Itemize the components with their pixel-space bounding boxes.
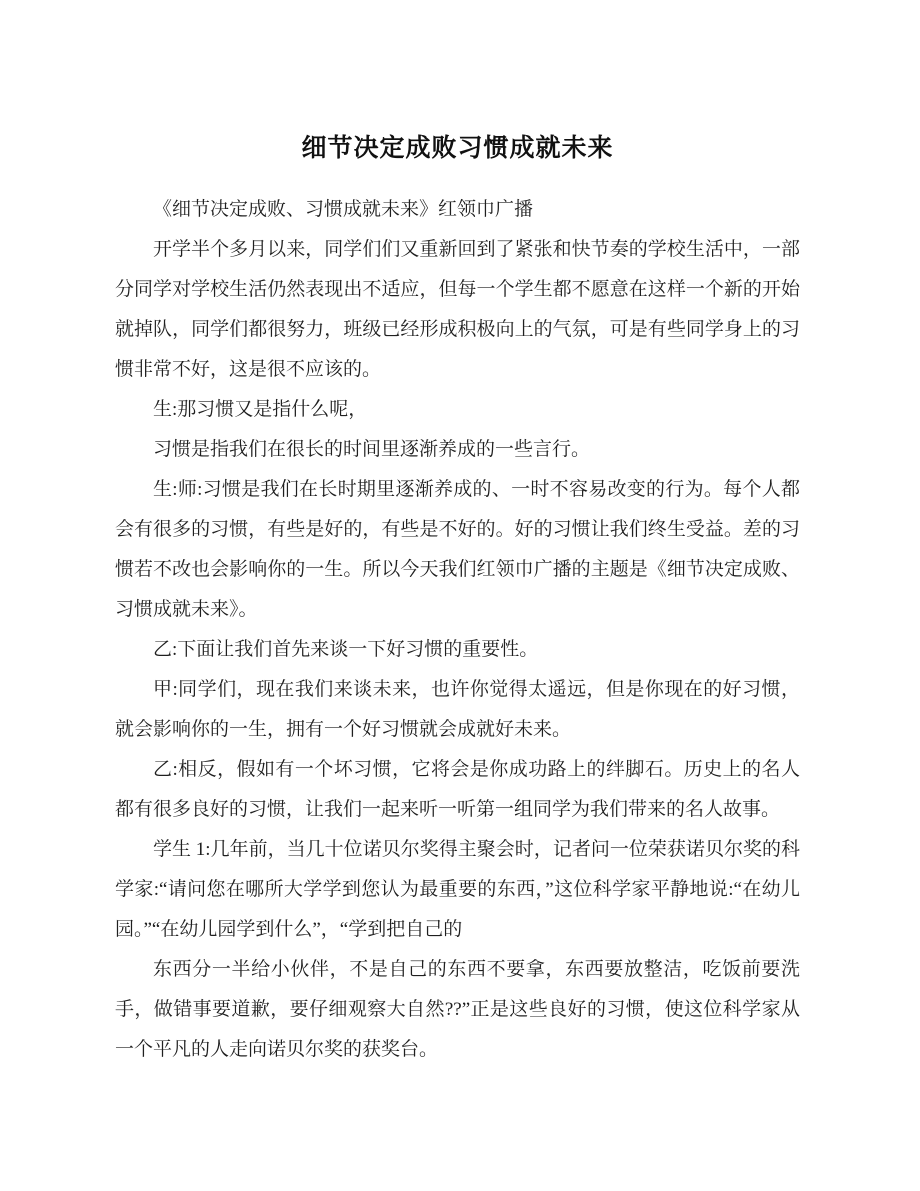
- document-title: 细节决定成败习惯成就未来: [301, 135, 614, 162]
- paragraph-speaker-b-importance: 乙:下面让我们首先来谈一下好习惯的重要性。: [153, 639, 539, 660]
- paragraph-student1-nobel-story: 学生 1:几年前，当几十位诺贝尔奖得主聚会时，记者问一位荣获诺贝尔奖的科学家:“请问您在哪所大学学到您认为最重要的东西，”这位科学家平静地说:“在幼儿园。”“在幼儿园学到什么”，“学到把自己的: [115, 839, 800, 940]
- paragraph-broadcast-heading: 《细节决定成败、习惯成就未来》红领巾广播: [153, 199, 534, 220]
- paragraph-speaker-a-future: 甲:同学们，现在我们来谈未来，也许你觉得太遥远，但是你现在的好习惯，就会影响你的一生，拥有一个好习惯就会成就好未来。: [115, 679, 800, 740]
- paragraph-kindergarten-lessons: 东西分一半给小伙伴，不是自己的东西不要拿，东西要放整洁，吃饭前要洗手，做错事要道歉，要仔细观察大自然??”正是这些良好的习惯，使这位科学家从一个平凡的人走向诺贝尔奖的获奖台。: [115, 959, 800, 1060]
- paragraph-teacher-explanation: 生:师:习惯是我们在长时期里逐渐养成的、一时不容易改变的行为。每个人都会有很多的习惯，有些是好的，有些是不好的。好的习惯让我们终生受益。差的习惯若不改也会影响你的一生。所以今天我们红领巾广播的主题是《细节决定成败、习惯成就未来》。: [115, 479, 800, 620]
- paragraph-student-question: 生:那习惯又是指什么呢，: [153, 399, 368, 420]
- paragraph-speaker-b-bad-habit: 乙:相反，假如有一个坏习惯，它将会是你成功路上的绊脚石。历史上的名人都有很多良好的习惯，让我们一起来听一听第一组同学为我们带来的名人故事。: [115, 759, 800, 820]
- paragraph-intro: 开学半个多月以来，同学们们又重新回到了紧张和快节奏的学校生活中，一部分同学对学校生活仍然表现出不适应，但每一个学生都不愿意在这样一个新的开始就掉队，同学们都很努力，班级已经形成积极向上的气氛，可是有些同学身上的习惯非常不好，这是很不应该的。: [115, 239, 800, 380]
- document-body: [115, 190, 800, 1070]
- paragraph-habit-definition: 习惯是指我们在很长的时间里逐渐养成的一些言行。: [153, 439, 591, 460]
